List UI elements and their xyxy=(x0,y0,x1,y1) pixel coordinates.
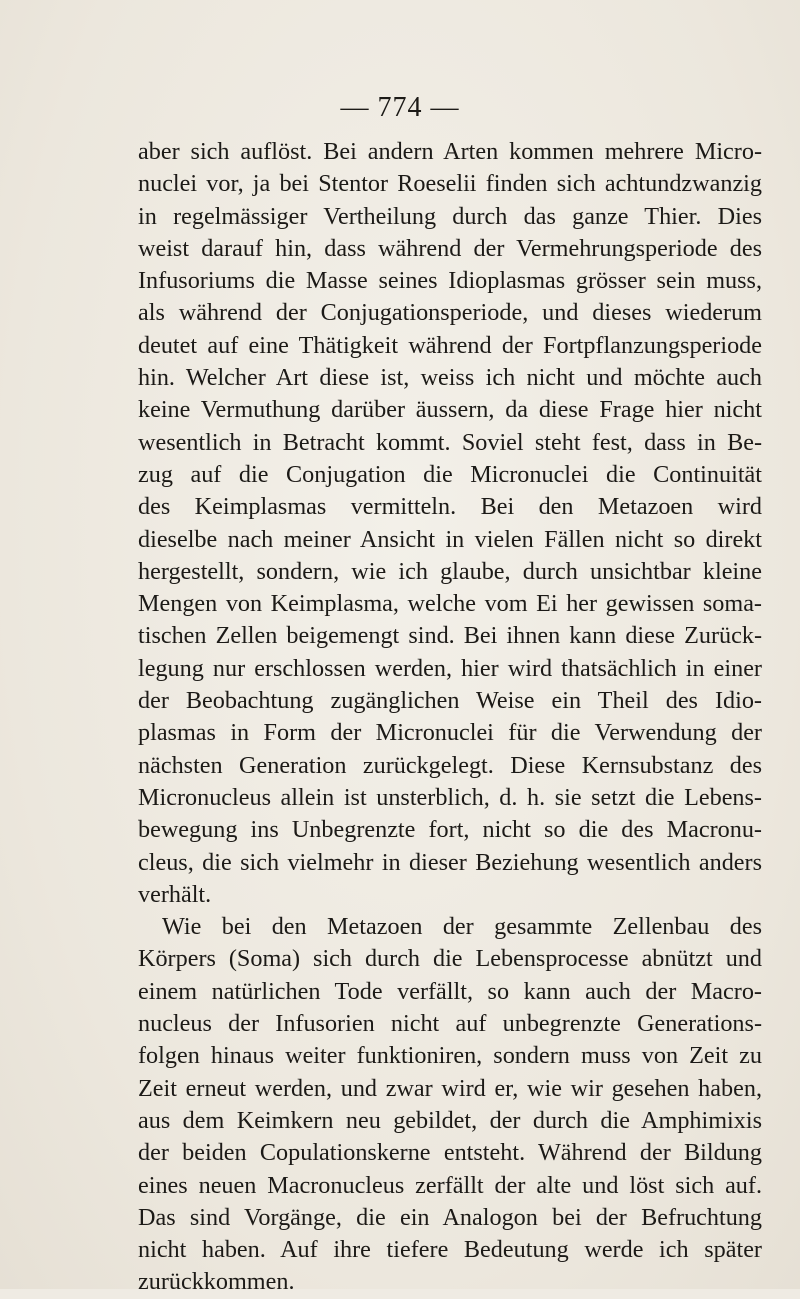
text-line: zurückkommen. xyxy=(138,1268,295,1296)
body-text xyxy=(138,136,762,1299)
text-line: Das sind Vorgänge, die ein Analogon bei der Befruchtung xyxy=(138,1203,762,1231)
text-line: des Keimplasmas vermitteln. Bei den Metazoen wird xyxy=(138,493,762,521)
text-line: einem natürlichen Tode verfällt, so kann auch der Macro- xyxy=(138,977,762,1005)
text-line: als während der Conjugationsperiode, und dieses wiederum xyxy=(138,299,762,327)
text-line: der Beobachtung zugänglichen Weise ein Theil des Idio- xyxy=(138,687,762,715)
text-line: in regelmässiger Vertheilung durch das ganze Thier. Dies xyxy=(138,202,762,230)
text-line: wesentlich in Betracht kommt. Soviel steht fest, dass in Be- xyxy=(138,428,762,456)
text-line: Mengen von Keimplasma, welche vom Ei her gewissen soma- xyxy=(138,590,762,618)
page-number: — 774 — xyxy=(340,92,460,123)
text-line: legung nur erschlossen werden, hier wird thatsächlich in einer xyxy=(138,654,762,682)
text-line: Infusoriums die Masse seines Idioplasmas grösser sein muss, xyxy=(138,267,762,295)
text-line: tischen Zellen beigemengt sind. Bei ihnen kann diese Zurück- xyxy=(138,622,762,650)
text-line: der beiden Copulationskerne entsteht. Während der Bildung xyxy=(138,1139,762,1167)
text-line: deutet auf eine Thätigkeit während der Fortpflanzungsperiode xyxy=(138,331,762,359)
paragraph xyxy=(138,911,762,1299)
paragraph xyxy=(138,136,762,911)
text-line: bewegung ins Unbegrenzte fort, nicht so die des Macronu- xyxy=(138,816,762,844)
text-line: weist darauf hin, dass während der Vermehrungsperiode des xyxy=(138,234,762,262)
text-line: nucleus der Infusorien nicht auf unbegrenzte Generations- xyxy=(138,1010,762,1038)
text-line: folgen hinaus weiter funktioniren, sondern muss von Zeit zu xyxy=(138,1042,762,1070)
text-line: hergestellt, sondern, wie ich glaube, durch unsichtbar kleine xyxy=(138,557,762,585)
text-line: nicht haben. Auf ihre tiefere Bedeutung werde ich später xyxy=(138,1236,762,1264)
text-line: Zeit erneut werden, und zwar wird er, wie wir gesehen haben, xyxy=(138,1074,762,1102)
text-line: aber sich auflöst. Bei andern Arten kommen mehrere Micro- xyxy=(138,138,762,165)
text-line: eines neuen Macronucleus zerfällt der alte und löst sich auf. xyxy=(138,1171,762,1199)
text-line: verhält. xyxy=(138,880,212,908)
text-line: dieselbe nach meiner Ansicht in vielen Fällen nicht so direkt xyxy=(138,525,762,553)
text-line: Körpers (Soma) sich durch die Lebensprocesse abnützt und xyxy=(138,945,762,973)
text-line: cleus, die sich vielmehr in dieser Beziehung wesentlich anders xyxy=(138,848,762,876)
text-line: hin. Welcher Art diese ist, weiss ich nicht und möchte auch xyxy=(138,364,762,392)
text-line: plasmas in Form der Micronuclei für die Verwendung der xyxy=(138,719,762,747)
text-line: keine Vermuthung darüber äussern, da diese Frage hier nicht xyxy=(138,396,762,424)
text-line: nächsten Generation zurückgelegt. Diese Kernsubstanz des xyxy=(138,751,762,779)
text-line: aus dem Keimkern neu gebildet, der durch die Amphimixis xyxy=(138,1106,762,1134)
text-line: zug auf die Conjugation die Micronuclei die Continuität xyxy=(138,460,762,488)
text-line: nuclei vor, ja bei Stentor Roeselii finden sich achtundzwanzig xyxy=(138,170,762,198)
text-line: Micronucleus allein ist unsterblich, d. h. sie setzt die Lebens- xyxy=(138,783,762,811)
text-line: Wie bei den Metazoen der gesammte Zellenbau des xyxy=(162,913,762,941)
